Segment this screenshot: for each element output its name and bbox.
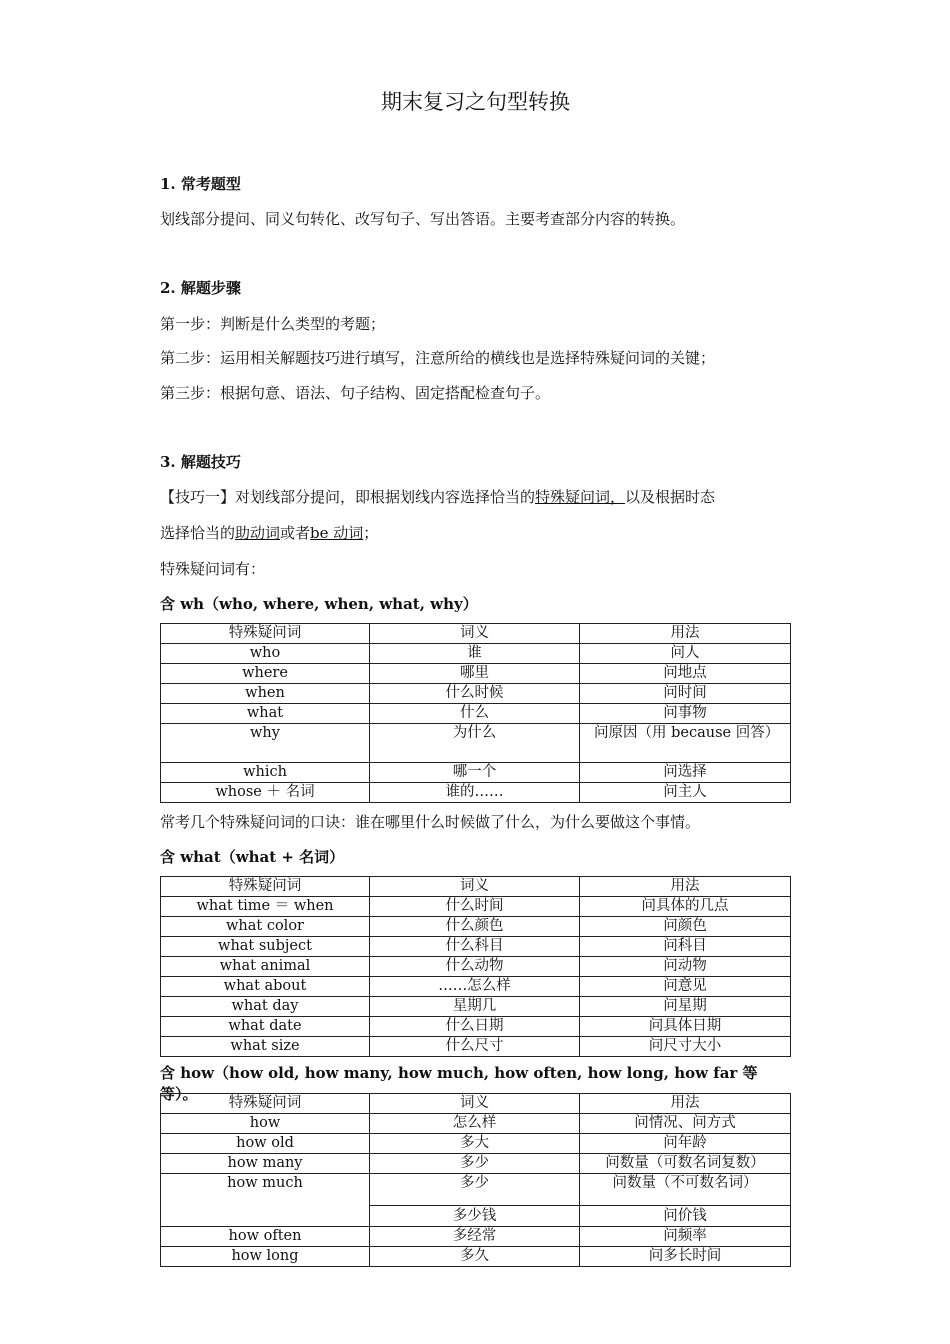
table-cell: 问数量（可数名词复数） xyxy=(580,1154,791,1174)
what-table-title: 含 what（what + 名词） xyxy=(160,848,345,866)
table-row xyxy=(161,1174,791,1206)
table-cell: 什么动物 xyxy=(370,957,580,977)
table-cell: what size xyxy=(161,1037,370,1057)
table-cell: how xyxy=(161,1114,370,1134)
table-cell: 问颜色 xyxy=(580,917,791,937)
table-cell: 问价钱 xyxy=(580,1206,791,1227)
page-title: 期末复习之句型转换 xyxy=(381,90,570,114)
header-cell: 用法 xyxy=(580,877,791,897)
table-row xyxy=(161,704,791,724)
table-row xyxy=(161,1037,791,1057)
table-row xyxy=(161,644,791,664)
table-cell: why xyxy=(161,724,370,763)
table-cell: 多大 xyxy=(370,1134,580,1154)
header-cell: 用法 xyxy=(580,1094,791,1114)
section-1-text: 划线部分提问、同义句转化、改写句子、写出答语。主要考查部分内容的转换。 xyxy=(160,210,686,228)
table-row xyxy=(161,684,791,704)
table-row xyxy=(161,1247,791,1267)
tip-underlined-be: be 动词 xyxy=(310,524,364,542)
table-cell: how often xyxy=(161,1227,370,1247)
table-cell: 问星期 xyxy=(580,997,791,1017)
table-cell: 问地点 xyxy=(580,664,791,684)
table-cell: which xyxy=(161,763,370,783)
tip-one-line-2 xyxy=(160,522,378,543)
table-cell: what animal xyxy=(161,957,370,977)
table-cell: 谁的…… xyxy=(370,783,580,803)
tip-text: ； xyxy=(363,524,379,542)
table-row xyxy=(161,1227,791,1247)
table-header-row xyxy=(161,1094,791,1114)
table-cell: 问频率 xyxy=(580,1227,791,1247)
table-cell: 多少 xyxy=(370,1174,580,1206)
table-cell: 问原因（用 because 回答） xyxy=(580,724,791,763)
table-cell: who xyxy=(161,644,370,664)
table-row xyxy=(161,1154,791,1174)
table-cell: 多少钱 xyxy=(370,1206,580,1227)
table-cell: 哪一个 xyxy=(370,763,580,783)
table-header-row xyxy=(161,624,791,644)
table-row xyxy=(161,1134,791,1154)
rhyme-text: 常考几个特殊疑问词的口诀：谁在哪里什么时候做了什么，为什么要做这个事情。 xyxy=(160,813,701,831)
step-2: 第二步：运用相关解题技巧进行填写，注意所给的横线也是选择特殊疑问词的关键； xyxy=(160,349,716,367)
how-table xyxy=(160,1093,791,1267)
header-cell: 用法 xyxy=(580,624,791,644)
wh-intro: 特殊疑问词有： xyxy=(160,560,266,578)
section-3-heading: 3. 解题技巧 xyxy=(160,453,241,471)
table-cell: 问具体日期 xyxy=(580,1017,791,1037)
table-cell: 问具体的几点 xyxy=(580,897,791,917)
tip-one-line-1 xyxy=(160,486,715,507)
table-row xyxy=(161,724,791,763)
table-cell: what date xyxy=(161,1017,370,1037)
table-row xyxy=(161,917,791,937)
table-cell: when xyxy=(161,684,370,704)
table-cell: 问主人 xyxy=(580,783,791,803)
table-cell: 问选择 xyxy=(580,763,791,783)
table-cell: 多经常 xyxy=(370,1227,580,1247)
table-cell: 什么日期 xyxy=(370,1017,580,1037)
table-header-row xyxy=(161,877,791,897)
table-cell: what color xyxy=(161,917,370,937)
table-cell: 多久 xyxy=(370,1247,580,1267)
table-cell: how long xyxy=(161,1247,370,1267)
table-cell: 什么尺寸 xyxy=(370,1037,580,1057)
table-cell: whose ＋ 名词 xyxy=(161,783,370,803)
table-cell: what xyxy=(161,704,370,724)
table-cell: 谁 xyxy=(370,644,580,664)
table-cell: 问动物 xyxy=(580,957,791,977)
tip-text: 选择恰当的 xyxy=(160,524,236,542)
tip-underlined-wh: 特殊疑问词， xyxy=(535,488,626,506)
table-row xyxy=(161,783,791,803)
table-row xyxy=(161,937,791,957)
table-cell: 什么 xyxy=(370,704,580,724)
section-2-heading: 2. 解题步骤 xyxy=(160,279,241,297)
table-row xyxy=(161,1114,791,1134)
header-cell: 特殊疑问词 xyxy=(161,624,370,644)
header-cell: 词义 xyxy=(370,624,580,644)
section-1-heading: 1. 常考题型 xyxy=(160,175,241,193)
table-cell: 星期几 xyxy=(370,997,580,1017)
table-cell: what subject xyxy=(161,937,370,957)
how-table-title: 含 how（how old, how many, how much, how often, how long, how far 等等）。 xyxy=(160,1064,758,1103)
table-cell: 什么颜色 xyxy=(370,917,580,937)
table-cell: 问人 xyxy=(580,644,791,664)
table-row xyxy=(161,997,791,1017)
table-cell: 问科目 xyxy=(580,937,791,957)
table-row xyxy=(161,664,791,684)
header-cell: 词义 xyxy=(370,877,580,897)
table-cell: 怎么样 xyxy=(370,1114,580,1134)
table-cell: how many xyxy=(161,1154,370,1174)
table-cell: 什么时间 xyxy=(370,897,580,917)
table-cell: 问事物 xyxy=(580,704,791,724)
tip-text: 【技巧一】对划线部分提问，即根据划线内容选择恰当的 xyxy=(160,488,536,506)
table-cell: how old xyxy=(161,1134,370,1154)
wh-table-title: 含 wh（who, where, when, what, why） xyxy=(160,595,478,613)
table-cell: 哪里 xyxy=(370,664,580,684)
table-cell: what day xyxy=(161,997,370,1017)
header-cell: 特殊疑问词 xyxy=(161,877,370,897)
table-cell: 问多长时间 xyxy=(580,1247,791,1267)
what-table xyxy=(160,876,791,1057)
table-cell: 问情况、问方式 xyxy=(580,1114,791,1134)
table-cell: 问意见 xyxy=(580,977,791,997)
table-cell: 什么时候 xyxy=(370,684,580,704)
wh-table xyxy=(160,623,791,803)
tip-text: 或者 xyxy=(280,524,311,542)
table-cell: what time ＝ when xyxy=(161,897,370,917)
header-cell: 词义 xyxy=(370,1094,580,1114)
tip-underlined-aux: 助动词 xyxy=(235,524,281,542)
table-cell: where xyxy=(161,664,370,684)
table-cell: 多少 xyxy=(370,1154,580,1174)
table-cell: 什么科目 xyxy=(370,937,580,957)
table-cell: what about xyxy=(161,977,370,997)
tip-text: 以及根据时态 xyxy=(625,488,716,506)
table-cell: how much xyxy=(161,1174,370,1227)
table-row xyxy=(161,897,791,917)
table-cell: 问尺寸大小 xyxy=(580,1037,791,1057)
table-cell: 问年龄 xyxy=(580,1134,791,1154)
table-row xyxy=(161,1017,791,1037)
table-row xyxy=(161,977,791,997)
table-cell: 问数量（不可数名词） xyxy=(580,1174,791,1206)
table-cell: 问时间 xyxy=(580,684,791,704)
table-cell: ……怎么样 xyxy=(370,977,580,997)
step-3: 第三步：根据句意、语法、句子结构、固定搭配检查句子。 xyxy=(160,384,551,402)
table-row xyxy=(161,763,791,783)
table-row xyxy=(161,957,791,977)
header-cell: 特殊疑问词 xyxy=(161,1094,370,1114)
table-cell: 为什么 xyxy=(370,724,580,763)
step-1: 第一步：判断是什么类型的考题； xyxy=(160,315,386,333)
